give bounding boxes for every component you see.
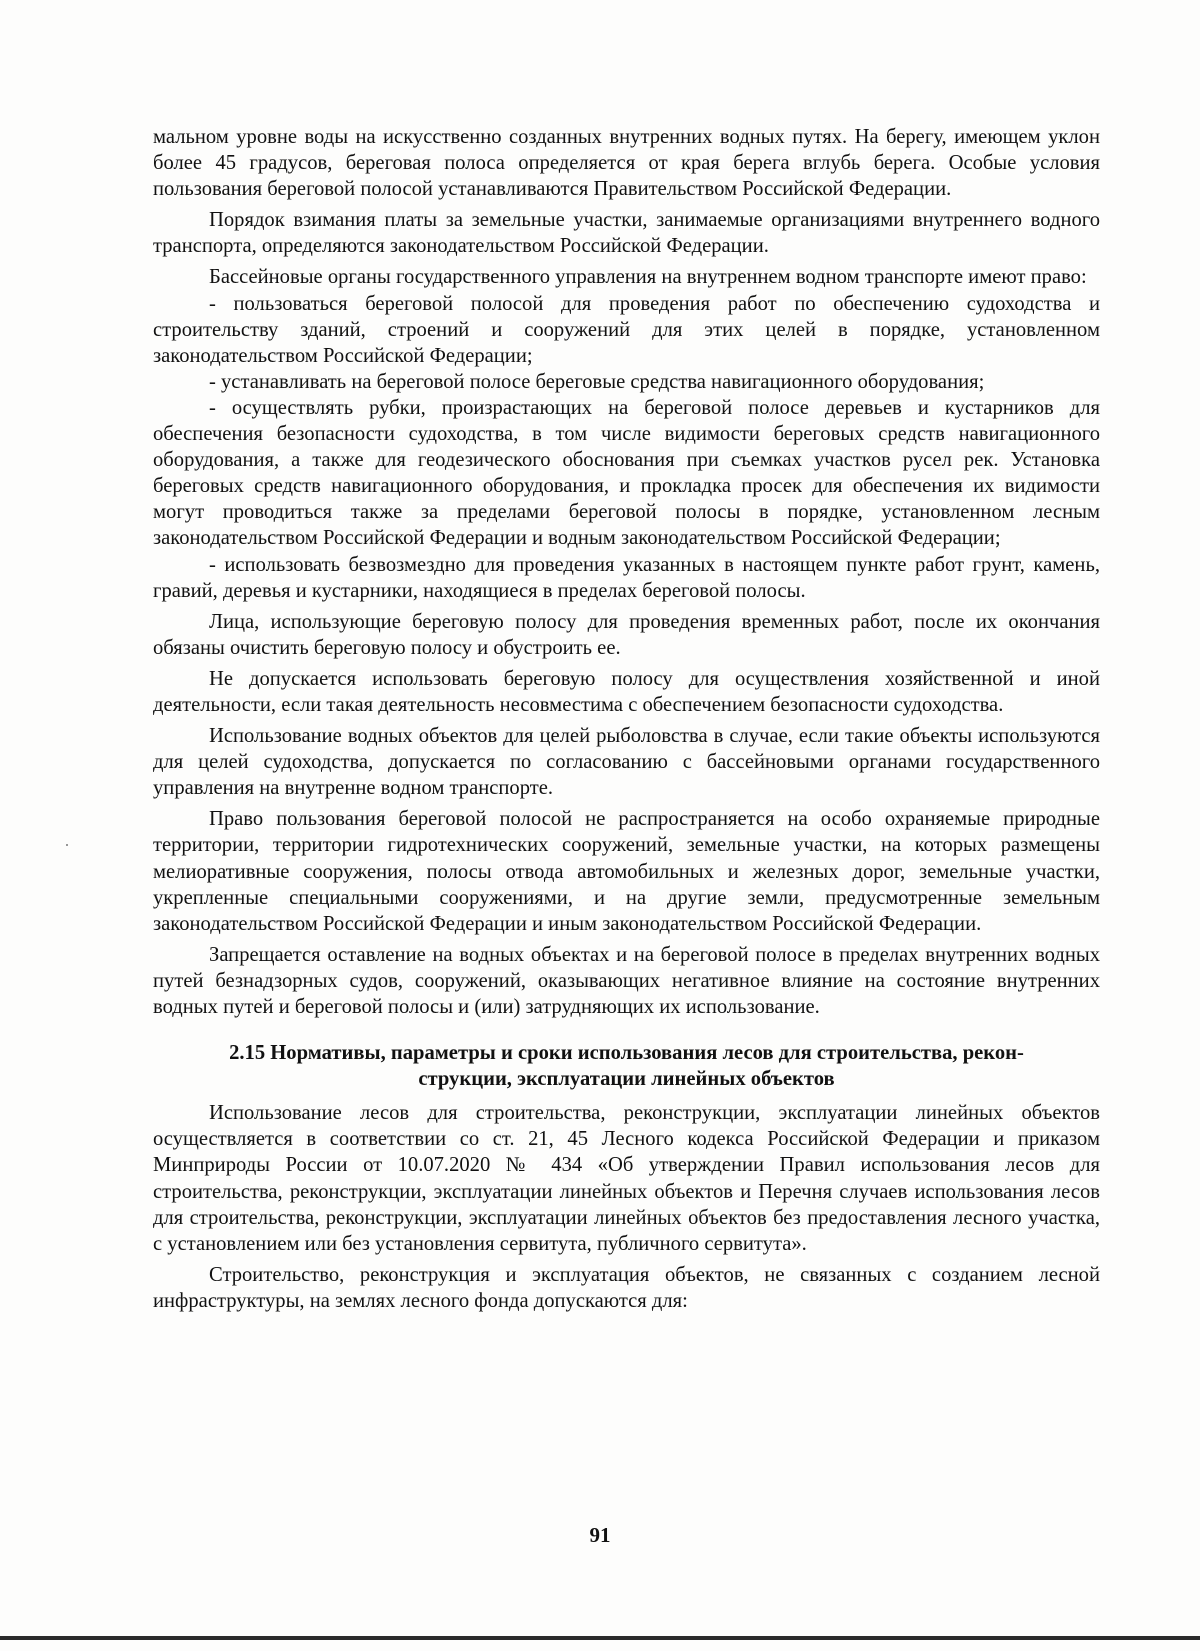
paragraph-linear-objects-regulation: Использование лесов для строительства, реконструкции, эксплуатации линейных объектов осуществляется в соответствии со ст. 21, 45 Лесного кодекса Российской Федерации и приказом Минприроды России от 10.07.2020 № 434 «Об утверждении Правил использования лесов для строительства, реконструкции, эксплуатации линейных объектов и Перечня случаев использования лесов для строительства, реконструкции, эксплуатации линейных объектов без предоставления лесного участка, с установлением или без установления сервитута, публичного сервитута». — [153, 1102, 1100, 1255]
page-number: 91 — [589, 1523, 611, 1547]
list-item-tree-cutting: - осуществлять рубки, произрастающих на береговой полосе деревьев и кустарников для обеспечения безопасности судоходства, в том числе видимости береговых средств навигационного оборудования, а также для геодезического обоснования при съемках участков русел рек. Установка береговых средств навигационного оборудования, и прокладка просек для обеспечения их видимости могут проводиться также за пределами береговой полосы в порядке, установленном лесным законодательством Российской Федерации и водным законодательством Российской Федерации; — [153, 396, 1100, 550]
paragraph-shoreline-definition: мальном уровне воды на искусственно созданных внутренних водных путях. На берегу, имеющем уклон более 45 градусов, береговая полоса определяется от края берега вглубь берега. Особые условия пользования береговой полосой устанавливаются Правительством Российской Федерации. — [153, 126, 1100, 201]
section-heading — [153, 1040, 1100, 1092]
page-body — [153, 124, 1100, 1319]
paragraph-basin-authorities-intro: Бассейновые органы государственного управления на внутреннем водном транспорте имеют право: — [209, 266, 1087, 289]
section-heading-line-2: струкции, эксплуатации линейных объектов — [418, 1068, 835, 1091]
paragraph-land-fee: Порядок взимания платы за земельные участки, занимаемые организациями внутреннего водного транспорта, определяются законодательством Российской Федерации. — [153, 209, 1100, 258]
paragraph-abandoned-vessels: Запрещается оставление на водных объектах и на береговой полосе в пределах внутренних водных путей безнадзорных судов, сооружений, оказывающих негативное влияние на состояние внутренних водных путей и береговой полосы и (или) затрудняющих их использование. — [153, 943, 1100, 1018]
paragraph-protected-areas: Право пользования береговой полосой не распространяется на особо охраняемые природные территории, территории гидротехнических сооружений, земельные участки, на которых размещены мелиоративные сооружения, полосы отвода автомобильных и железных дорог, земельные участки, укрепленные специальными сооружениями, и на другие земли, предусмотренные земельным законодательством Российской Федерации и иным законодательством Российской Федерации. — [153, 808, 1100, 935]
list-item-free-use-materials: - использовать безвозмездно для проведения указанных в настоящем пункте работ грунт, камень, гравий, деревья и кустарники, находящиеся в пределах береговой полосы. — [153, 553, 1100, 602]
paragraph-prohibited-activity: Не допускается использовать береговую полосу для осуществления хозяйственной и иной деятельности, если такая деятельность несовместима с обеспечением безопасности судоходства. — [153, 667, 1100, 716]
paragraph-fishing-use: Использование водных объектов для целей рыболовства в случае, если такие объекты используются для целей судоходства, допускается по согласованию с бассейновыми органами государственного управления на внутренне водном транспорте. — [153, 725, 1100, 800]
list-item-use-shoreline: - пользоваться береговой полосой для проведения работ по обеспечению судоходства и строительству зданий, строений и сооружений для этих целей в порядке, установленном законодательством Российской Федерации; — [153, 292, 1100, 367]
section-heading-line-1: 2.15 Нормативы, параметры и сроки использования лесов для строительства, рекон- — [229, 1042, 1024, 1065]
list-item-install-navigation: - устанавливать на береговой полосе береговые средства навигационного оборудования; — [209, 370, 985, 393]
paragraph-construction-permitted: Строительство, реконструкция и эксплуатация объектов, не связанных с созданием лесной инфраструктуры, на землях лесного фонда допускаются для: — [153, 1263, 1100, 1312]
scan-speck — [66, 844, 68, 846]
scan-bottom-edge — [0, 1636, 1200, 1640]
paragraph-temporary-works: Лица, использующие береговую полосу для проведения временных работ, после их окончания обязаны очистить береговую полосу и обустроить ее. — [153, 610, 1100, 659]
